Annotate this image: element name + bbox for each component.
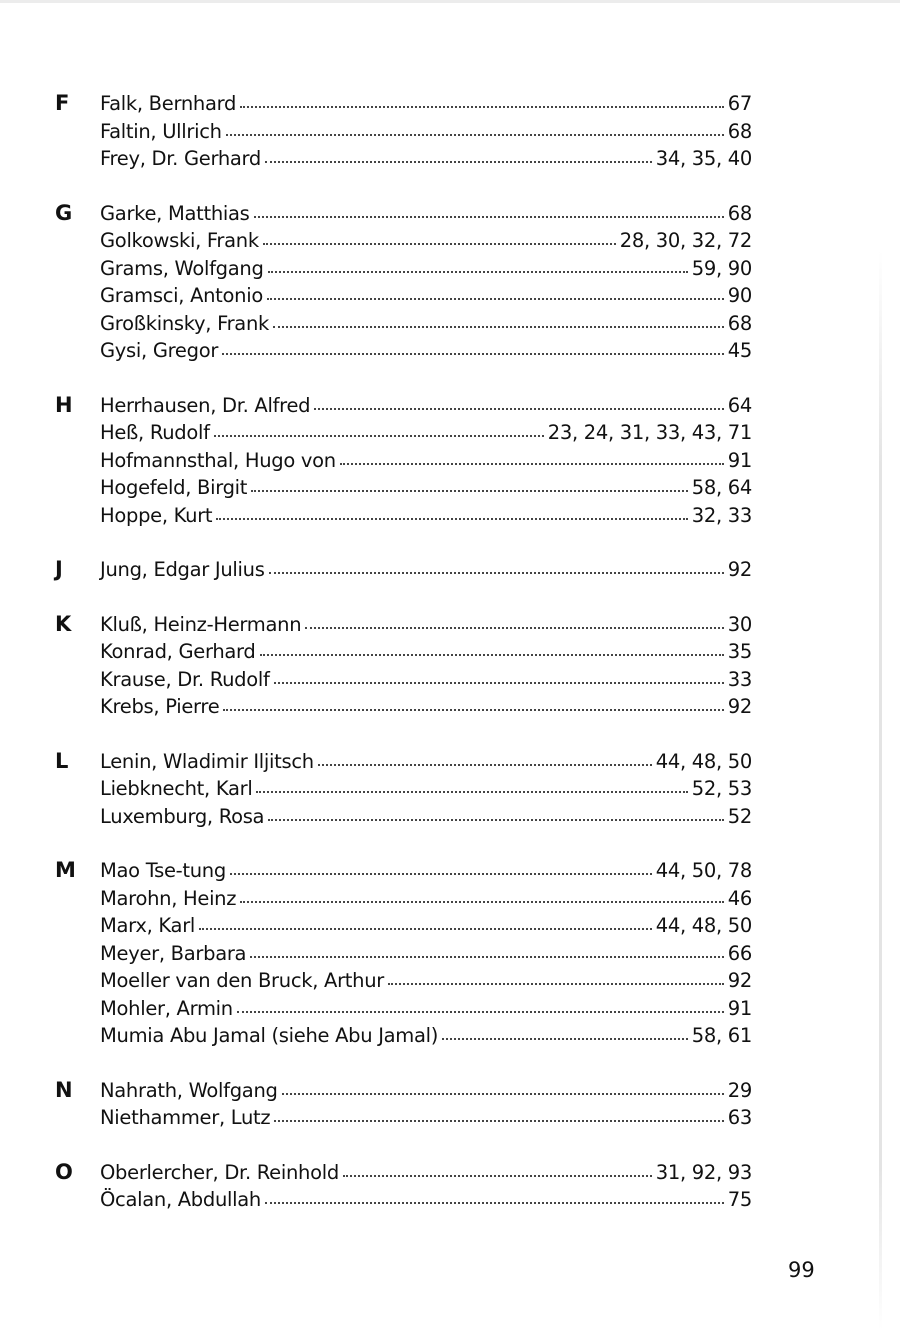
- entry-pages: 68: [727, 311, 752, 335]
- index-entry: [100, 995, 752, 1023]
- index-entry: [100, 419, 752, 447]
- entry-list: [100, 1077, 752, 1132]
- entry-list: [100, 392, 752, 530]
- dot-leader: [214, 434, 544, 437]
- index-entry: [100, 145, 752, 173]
- entry-list: [100, 200, 752, 365]
- entry-name: Meyer, Barbara: [100, 941, 247, 965]
- entry-name: Oberlercher, Dr. Reinhold: [100, 1160, 339, 1184]
- index-entry: [100, 447, 752, 475]
- dot-leader: [343, 1174, 652, 1177]
- section-letter: M: [55, 858, 76, 882]
- index-section: [0, 556, 900, 584]
- dot-leader: [199, 927, 652, 930]
- entry-pages: 63: [727, 1106, 752, 1129]
- section-letter: K: [55, 611, 72, 636]
- dot-leader: [240, 105, 724, 108]
- dot-leader: [240, 900, 724, 903]
- entry-name: Mumia Abu Jamal (siehe Abu Jamal): [100, 1024, 439, 1047]
- entry-list: [100, 748, 752, 831]
- section-letter: F: [55, 91, 70, 115]
- index-entry: [100, 967, 752, 995]
- index-entry: [100, 885, 752, 913]
- entry-pages: 68: [727, 201, 752, 225]
- entry-pages: 92: [727, 558, 752, 581]
- dot-leader: [318, 763, 652, 766]
- entry-pages: 34, 35, 40: [655, 147, 752, 170]
- index-entry: [100, 638, 752, 666]
- index-entry: [100, 337, 752, 365]
- index-section: [0, 748, 900, 831]
- index-entry: [100, 474, 752, 502]
- entry-name: Jung, Edgar Julius: [100, 558, 265, 581]
- dot-leader: [260, 653, 724, 656]
- entry-pages: 30: [727, 612, 752, 636]
- section-letter: N: [55, 1077, 73, 1102]
- entry-name: Heß, Rudolf: [100, 421, 210, 444]
- dot-leader: [223, 708, 723, 711]
- entry-name: Hoppe, Kurt: [100, 503, 213, 527]
- entry-name: Marx, Karl: [100, 914, 196, 937]
- entry-pages: 46: [727, 886, 752, 910]
- index-entry: [100, 118, 752, 146]
- entry-pages: 58, 61: [691, 1024, 752, 1047]
- entry-pages: 32, 33: [691, 503, 752, 527]
- dot-leader: [267, 297, 724, 300]
- dot-leader: [222, 352, 724, 355]
- section-letter: J: [55, 557, 63, 581]
- dot-leader: [254, 215, 724, 218]
- index-entry: [100, 227, 752, 255]
- entry-list: [100, 556, 752, 584]
- entry-pages: 66: [727, 941, 752, 965]
- entry-pages: 28, 30, 32, 72: [619, 229, 752, 252]
- entry-pages: 64: [727, 393, 752, 417]
- entry-pages: 33: [727, 667, 752, 691]
- entry-name: Niethammer, Lutz: [100, 1106, 271, 1129]
- section-letter: H: [55, 392, 73, 417]
- index-entry: [100, 200, 752, 228]
- entry-pages: 23, 24, 31, 33, 43, 71: [547, 421, 752, 444]
- entry-name: Konrad, Gerhard: [100, 640, 256, 663]
- entry-pages: 35: [727, 640, 752, 663]
- index-section: [0, 611, 900, 721]
- entry-pages: 92: [727, 695, 752, 718]
- index-section: [0, 1159, 900, 1214]
- entry-pages: 92: [727, 969, 752, 992]
- index-entry: [100, 940, 752, 968]
- dot-leader: [251, 489, 688, 492]
- index-section: [0, 90, 900, 173]
- dot-leader: [268, 818, 724, 821]
- entry-name: Gysi, Gregor: [100, 339, 219, 362]
- entry-list: [100, 90, 752, 173]
- entry-name: Luxemburg, Rosa: [100, 804, 265, 828]
- section-letter: G: [55, 200, 73, 225]
- index-entry: [100, 502, 752, 530]
- index-entry: [100, 282, 752, 310]
- index-entry: [100, 803, 752, 831]
- entry-pages: 90: [727, 284, 752, 307]
- dot-leader: [230, 872, 652, 875]
- dot-leader: [265, 1201, 724, 1204]
- page-number: 99: [788, 1258, 815, 1282]
- entry-name: Falk, Bernhard: [100, 92, 237, 115]
- entry-name: Nahrath, Wolfgang: [100, 1078, 278, 1102]
- index-entry: [100, 912, 752, 940]
- entry-name: Grams, Wolfgang: [100, 256, 264, 280]
- entry-name: Krebs, Pierre: [100, 695, 220, 718]
- entry-name: Mao Tse-tung: [100, 859, 226, 882]
- index-section: [0, 1077, 900, 1132]
- entry-pages: 58, 64: [691, 476, 752, 499]
- index-entry: [100, 90, 752, 118]
- dot-leader: [274, 1119, 723, 1122]
- entry-name: Herrhausen, Dr. Alfred: [100, 393, 311, 417]
- section-letter: L: [55, 748, 69, 773]
- entry-pages: 44, 48, 50: [655, 749, 752, 773]
- dot-leader: [340, 462, 724, 465]
- index-entry: [100, 611, 752, 639]
- entry-name: Moeller van den Bruck, Arthur: [100, 969, 384, 992]
- dot-leader: [216, 517, 687, 520]
- entry-name: Garke, Matthias: [100, 201, 250, 225]
- index-entry: [100, 1186, 752, 1214]
- dot-leader: [256, 790, 687, 793]
- index-entry: [100, 1022, 752, 1050]
- dot-leader: [226, 133, 724, 136]
- entry-name: Lenin, Wladimir Iljitsch: [100, 749, 314, 773]
- index-entry: [100, 775, 752, 803]
- entry-name: Marohn, Heinz: [100, 886, 237, 910]
- index-entry: [100, 392, 752, 420]
- dot-leader: [237, 1010, 724, 1013]
- entry-pages: 68: [727, 119, 752, 143]
- dot-leader: [250, 955, 724, 958]
- dot-leader: [263, 242, 616, 245]
- entry-list: [100, 611, 752, 721]
- entry-pages: 91: [727, 996, 752, 1020]
- entry-pages: 59, 90: [691, 256, 752, 280]
- entry-pages: 67: [727, 92, 752, 115]
- index-entry: [100, 693, 752, 721]
- entry-name: Kluß, Heinz-Hermann: [100, 612, 302, 636]
- dot-leader: [265, 160, 652, 163]
- index-entry: [100, 1077, 752, 1105]
- dot-leader: [305, 626, 724, 629]
- dot-leader: [282, 1092, 724, 1095]
- dot-leader: [388, 982, 724, 985]
- entry-name: Faltin, Ullrich: [100, 119, 222, 143]
- entry-pages: 45: [727, 339, 752, 362]
- entry-list: [100, 857, 752, 1050]
- dot-leader: [273, 325, 724, 328]
- dot-leader: [274, 681, 724, 684]
- index-entry: [100, 666, 752, 694]
- index-entry: [100, 748, 752, 776]
- index-entry: [100, 1104, 752, 1132]
- entry-pages: 52: [727, 804, 752, 828]
- entry-name: Frey, Dr. Gerhard: [100, 147, 262, 170]
- index-entry: [100, 255, 752, 283]
- name-index: [0, 90, 900, 1241]
- dot-leader: [269, 571, 724, 574]
- entry-name: Golkowski, Frank: [100, 229, 259, 252]
- entry-pages: 91: [727, 448, 752, 472]
- index-entry: [100, 556, 752, 584]
- entry-pages: 31, 92, 93: [655, 1160, 752, 1184]
- dot-leader: [442, 1037, 688, 1040]
- entry-name: Mohler, Armin: [100, 996, 233, 1020]
- section-letter: O: [55, 1159, 73, 1184]
- entry-list: [100, 1159, 752, 1214]
- entry-name: Hofmannsthal, Hugo von: [100, 448, 336, 472]
- page-top-edge: [0, 0, 900, 3]
- entry-name: Großkinsky, Frank: [100, 311, 269, 335]
- entry-name: Gramsci, Antonio: [100, 284, 263, 307]
- entry-pages: 44, 50, 78: [655, 859, 752, 882]
- entry-name: Krause, Dr. Rudolf: [100, 667, 270, 691]
- entry-pages: 52, 53: [691, 777, 752, 800]
- entry-pages: 75: [727, 1188, 752, 1211]
- index-entry: [100, 1159, 752, 1187]
- dot-leader: [314, 407, 724, 410]
- entry-name: Öcalan, Abdullah: [100, 1188, 261, 1211]
- index-entry: [100, 310, 752, 338]
- index-section: [0, 200, 900, 365]
- entry-name: Hogefeld, Birgit: [100, 476, 248, 499]
- entry-name: Liebknecht, Karl: [100, 777, 253, 800]
- entry-pages: 29: [727, 1078, 752, 1102]
- index-section: [0, 392, 900, 530]
- index-entry: [100, 857, 752, 885]
- dot-leader: [268, 270, 688, 273]
- entry-pages: 44, 48, 50: [655, 914, 752, 937]
- index-section: [0, 857, 900, 1050]
